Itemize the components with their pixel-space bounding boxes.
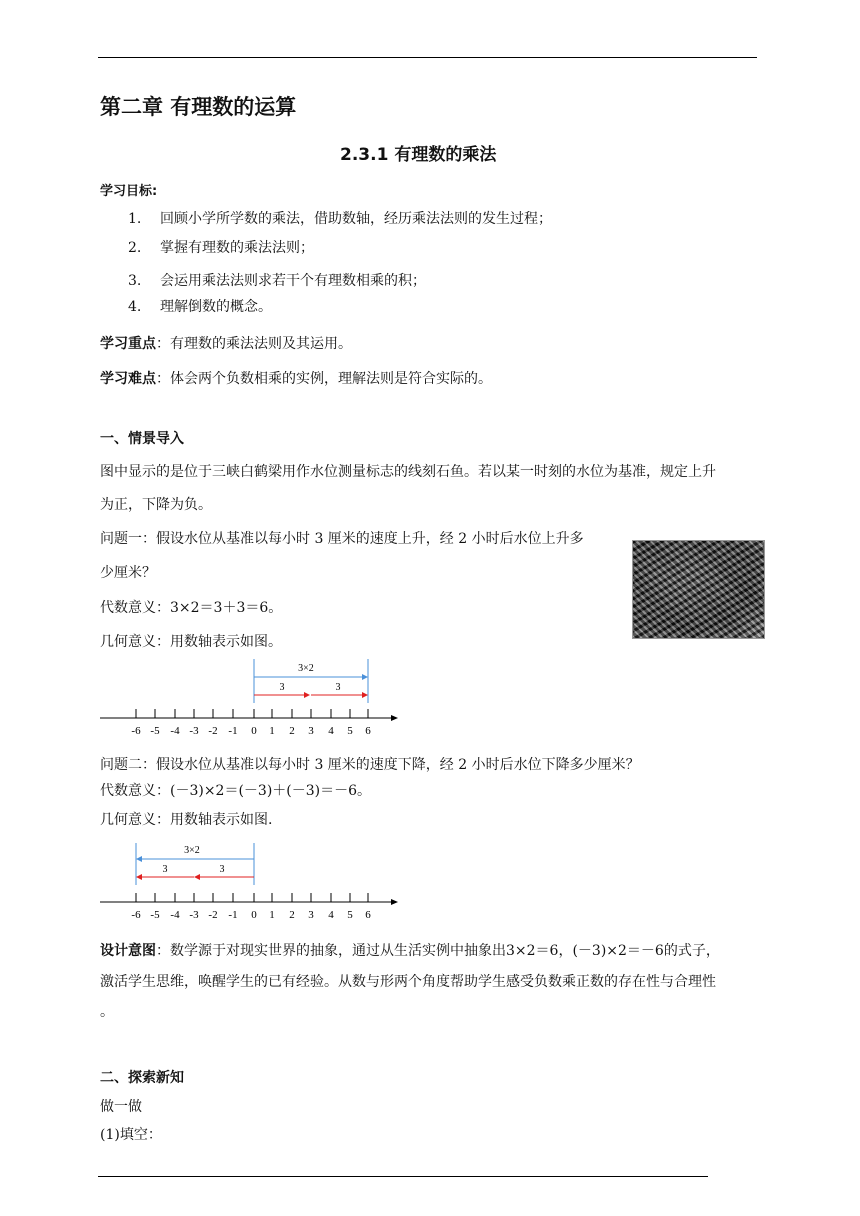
- tick-label: 2: [289, 909, 295, 921]
- intro-line-2: 为正，下降为负。: [100, 497, 212, 513]
- algebraic-meaning-1: 代数意义：3×2＝3＋3＝6。: [100, 600, 283, 616]
- numberline-positive: [96, 659, 406, 737]
- part2-subheading: 做一做: [100, 1099, 142, 1115]
- segment-label: 3: [279, 682, 285, 693]
- numberline-negative: [96, 843, 406, 921]
- objective-item-1: [128, 208, 552, 228]
- tick-label: -2: [208, 909, 218, 921]
- tick-label: 3: [308, 909, 314, 921]
- key-point: [100, 333, 352, 353]
- tick-label: -5: [150, 725, 160, 737]
- footer-rule: [98, 1176, 708, 1177]
- design-intent-line-1: [100, 940, 720, 960]
- objective-text: 掌握有理数的乘法法则；: [160, 240, 314, 256]
- tick-label: -1: [228, 725, 238, 737]
- axis-ticks: [136, 893, 368, 902]
- tick-label: -6: [131, 909, 141, 921]
- tick-label: 1: [269, 909, 275, 921]
- section-title: 2.3.1 有理数的乘法: [340, 145, 497, 165]
- segment-label: 3: [162, 864, 168, 875]
- header-rule: [98, 57, 757, 58]
- axis-ticks: [136, 709, 368, 718]
- objective-num: 3.: [128, 273, 142, 289]
- objective-item-4: [128, 296, 272, 316]
- tick-label: -4: [170, 725, 180, 737]
- tick-label: -6: [131, 725, 141, 737]
- question-1-line-1: 问题一：假设水位从基准以每小时 3 厘米的速度上升，经 2 小时后水位上升多: [100, 531, 584, 547]
- question-2: 问题二：假设水位从基准以每小时 3 厘米的速度下降，经 2 小时后水位下降多少厘米？: [100, 757, 640, 773]
- tick-label: -3: [189, 909, 199, 921]
- tick-label: 5: [347, 909, 353, 921]
- objectives-label: 学习目标:: [100, 184, 158, 199]
- tick-label: 0: [251, 725, 257, 737]
- tick-label: 1: [269, 725, 275, 737]
- key-point-label: 学习重点: [100, 336, 156, 352]
- objective-item-2: [128, 237, 314, 257]
- design-intent-line-2: 激活学生思维，唤醒学生的已有经验。从数与形两个角度帮助学生感受负数乘正数的存在性与合理性: [100, 974, 716, 990]
- objective-num: 1.: [128, 211, 142, 227]
- objective-item-3: [128, 270, 426, 290]
- tick-label: 0: [251, 909, 257, 921]
- fill-in-prompt: (1)填空：: [100, 1127, 162, 1143]
- question-1-line-2: 少厘米？: [100, 565, 156, 581]
- objective-text: 回顾小学所学数的乘法，借助数轴，经历乘法法则的发生过程；: [160, 211, 552, 227]
- tick-label: 5: [347, 725, 353, 737]
- objective-text: 会运用乘法法则求若干个有理数相乘的积；: [160, 273, 426, 289]
- tick-label: -5: [150, 909, 160, 921]
- tick-label: -3: [189, 725, 199, 737]
- intro-line-1: 图中显示的是位于三峡白鹤梁用作水位测量标志的线刻石鱼。若以某一时刻的水位为基准，规定上升: [100, 464, 716, 480]
- segment-label: 3: [335, 682, 341, 693]
- geometric-meaning-1: 几何意义：用数轴表示如图。: [100, 634, 282, 650]
- objective-num: 4.: [128, 299, 142, 315]
- part1-heading: 一、情景导入: [100, 431, 184, 447]
- design-intent-label: 设计意图: [100, 943, 156, 959]
- tick-label: -2: [208, 725, 218, 737]
- tick-label: -4: [170, 909, 180, 921]
- algebraic-meaning-2: 代数意义：(－3)×2＝(－3)＋(－3)＝－6。: [100, 783, 372, 799]
- difficulty: [100, 368, 492, 388]
- key-point-text: ：有理数的乘法法则及其运用。: [156, 336, 352, 352]
- stone-fish-photo: [632, 540, 765, 639]
- difficulty-text: ：体会两个负数相乘的实例，理解法则是符合实际的。: [156, 371, 492, 387]
- product-label: 3×2: [298, 663, 314, 674]
- geometric-meaning-2: 几何意义：用数轴表示如图.: [100, 812, 273, 828]
- chapter-title: 第二章 有理数的运算: [100, 95, 297, 119]
- tick-label: 6: [365, 725, 371, 737]
- design-intent-text: ：数学源于对现实世界的抽象，通过从生活实例中抽象出3×2＝6，(－3)×2＝－6的式子，: [156, 943, 720, 959]
- objective-num: 2.: [128, 240, 142, 256]
- tick-label: 3: [308, 725, 314, 737]
- segment-label: 3: [219, 864, 225, 875]
- tick-label: 4: [328, 725, 334, 737]
- part2-heading: 二、探索新知: [100, 1070, 184, 1086]
- product-label: 3×2: [184, 845, 200, 856]
- difficulty-label: 学习难点: [100, 371, 156, 387]
- tick-label: -1: [228, 909, 238, 921]
- design-intent-line-3: 。: [100, 1004, 114, 1020]
- tick-label: 2: [289, 725, 295, 737]
- objective-text: 理解倒数的概念。: [160, 299, 272, 315]
- tick-label: 4: [328, 909, 334, 921]
- tick-label: 6: [365, 909, 371, 921]
